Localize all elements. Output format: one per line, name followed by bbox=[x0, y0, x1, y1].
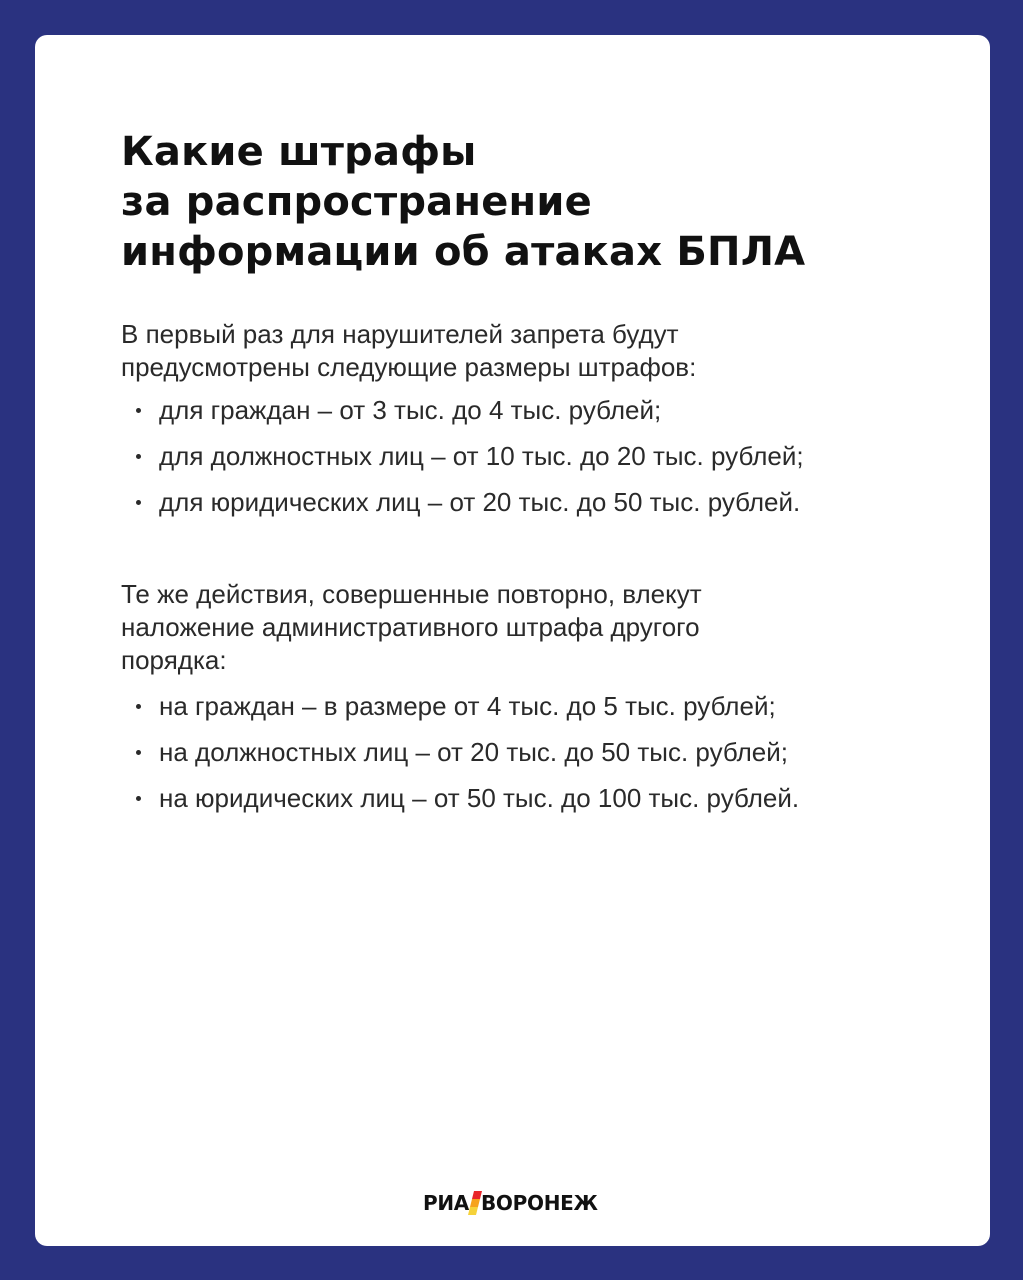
fine-legal-entities: для юридических лиц – от 20 тыс. до 50 тыс. рублей. bbox=[159, 487, 801, 517]
bullet-icon bbox=[136, 500, 141, 505]
content-card bbox=[35, 35, 990, 1246]
intro-line: наложение административного штрафа другого bbox=[121, 612, 700, 642]
list-item bbox=[121, 440, 941, 486]
fine-officials: для должностных лиц – от 10 тыс. до 20 тыс. рублей; bbox=[159, 441, 804, 471]
intro-line: В первый раз для нарушителей запрета будут bbox=[121, 319, 679, 349]
bullet-icon bbox=[136, 796, 141, 801]
repeat-offense-intro bbox=[121, 578, 921, 677]
fine-citizens: на граждан – в размере от 4 тыс. до 5 тыс. рублей; bbox=[159, 691, 776, 721]
bullet-icon bbox=[136, 454, 141, 459]
intro-line: Те же действия, совершенные повторно, влекут bbox=[121, 579, 702, 609]
fine-officials: на должностных лиц – от 20 тыс. до 50 тыс. рублей; bbox=[159, 737, 788, 767]
logo-text-ria: РИА bbox=[423, 1191, 469, 1215]
list-item bbox=[121, 736, 941, 782]
list-item bbox=[121, 394, 941, 440]
list-item bbox=[121, 486, 941, 532]
intro-line: предусмотрены следующие размеры штрафов: bbox=[121, 352, 697, 382]
bullet-icon bbox=[136, 750, 141, 755]
title-line: за распространение bbox=[121, 179, 592, 225]
bullet-icon bbox=[136, 408, 141, 413]
title-line: Какие штрафы bbox=[121, 129, 477, 175]
first-offense-intro bbox=[121, 318, 921, 384]
fine-legal-entities: на юридических лиц – от 50 тыс. до 100 тыс. рублей. bbox=[159, 783, 800, 813]
ria-voronezh-logo bbox=[423, 1188, 598, 1218]
title-line: информации об атаках БПЛА bbox=[121, 229, 806, 275]
logo-text-voronezh: ВОРОНЕЖ bbox=[480, 1191, 598, 1215]
logo-stripes-icon bbox=[468, 1191, 482, 1215]
page-title bbox=[121, 127, 941, 277]
intro-line: порядка: bbox=[121, 645, 227, 675]
list-item bbox=[121, 782, 941, 828]
repeat-offense-fines-list bbox=[121, 690, 941, 828]
first-offense-fines-list bbox=[121, 394, 941, 532]
bullet-icon bbox=[136, 704, 141, 709]
fine-citizens: для граждан – от 3 тыс. до 4 тыс. рублей; bbox=[159, 395, 662, 425]
list-item bbox=[121, 690, 941, 736]
